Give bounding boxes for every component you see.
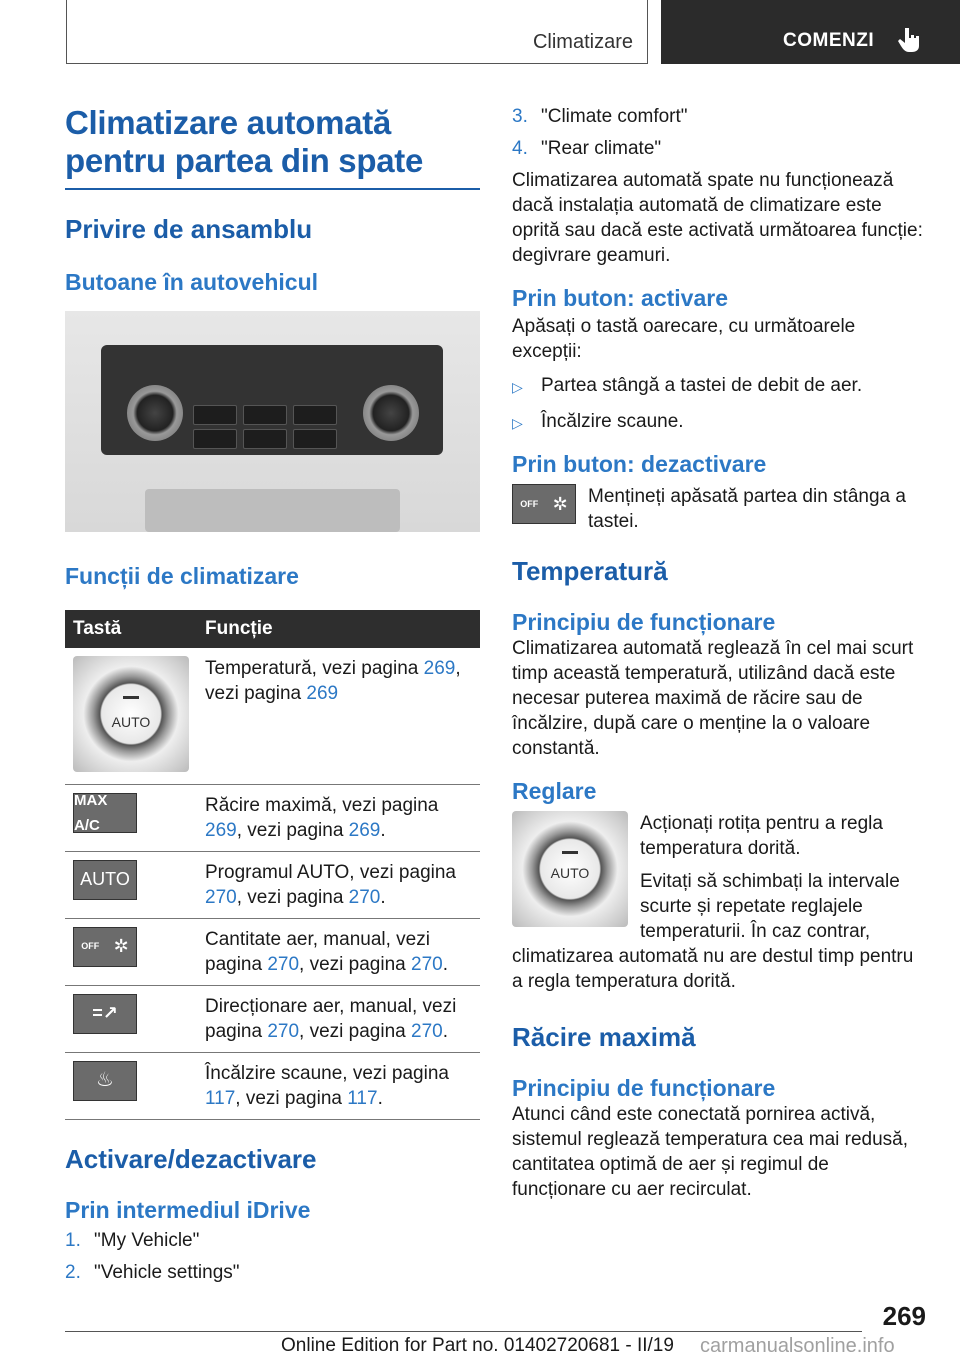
air-direction-icon: =↗ [73,994,137,1034]
paragraph-off: Mențineți apăsată partea din stânga a tastei. [588,486,906,532]
list-item: ▷ Încălzire scaune. [512,409,927,436]
heading-temperature: Temperatură [512,556,668,586]
page-link[interactable]: 269 [423,658,456,679]
page-number: 269 [882,1301,926,1331]
seat-heating-icon: ♨ [73,1061,137,1101]
page-link[interactable]: 270 [267,953,300,975]
adjust-block [512,811,927,994]
heading-principle-2: Principiu de funcționare [512,1075,776,1101]
photo-key [193,405,237,425]
photo-key [243,405,287,425]
heading-button-on: Prin buton: activare [512,285,728,311]
chapter-tab[interactable] [661,0,960,64]
right-knob [363,385,419,441]
photo-key [243,429,287,449]
auto-icon: AUTO [73,860,137,900]
row-text: Direcționare aer, manual, vezi pagina 270, vezi pagina 270. [197,985,480,1052]
heading-max-cooling: Răcire maximă [512,1022,696,1052]
triangle-bullet-icon: ▷ [512,379,523,395]
row-text: Programul AUTO, vezi pagina 270, vezi pagina 270. [197,851,480,918]
left-knob [127,385,183,441]
off-block [512,484,927,534]
paragraph-adjust-1: Acționați rotița pentru a regla temperatura dorită. [640,813,883,859]
row-text: Încălzire scaune, vezi pagina 117, vezi pagina 117. [197,1052,480,1119]
page-link[interactable]: 270 [205,886,237,908]
heading-button-off: Prin buton: dezactivare [512,451,767,477]
fan-off-icon: OFF ✲ [512,484,576,524]
page-link[interactable]: 270 [411,953,443,975]
control-panel [101,345,443,455]
storage-tray [145,489,400,532]
column-function: Funcție [197,610,480,648]
watermark: carmanualsonline.info [700,1335,895,1357]
control-panel-photo [65,311,480,532]
page-link[interactable]: 270 [411,1020,443,1042]
table-row [65,918,480,985]
paragraph-adjust-2: Evitați să schimbați la intervale scurte și repetate reglajele temperaturii. În caz contrar, climatizarea automată nu are destul timp pentru a regla temperatura dorită. [512,871,914,992]
triangle-bullet-icon: ▷ [512,415,523,431]
page-link[interactable]: 269 [306,683,339,704]
page-link[interactable]: 270 [267,1020,300,1042]
list-item: 2. "Vehicle settings" [65,1261,240,1283]
fan-icon: OFF ✲ [73,927,137,967]
paragraph-on: Apăsați o tastă oarecare, cu următoarele excepții: [512,316,856,362]
photo-key [293,405,337,425]
page-title: Climatizare automată pentru partea din spate [65,104,424,179]
row-text: Răcire maximă, vezi pagina 269, vezi pagina 269. [197,784,480,851]
edition-text: Online Edition for Part no. 01402720681 - II/19 [281,1335,674,1356]
table-row [65,1052,480,1119]
paragraph-max-cooling: Atunci când este conectată pornirea activă, sistemul reglează temperatura cea mai redusă, cantitatea optimă de aer și regimul de funcționare cu aer recirculat. [512,1104,909,1200]
page-link[interactable]: 269 [205,819,237,841]
page-link[interactable]: 270 [348,886,381,908]
list-item: 4. "Rear climate" [512,138,662,159]
right-column [512,104,927,1202]
page-link[interactable]: 117 [347,1087,378,1109]
chapter-tab-label: COMENZI [783,30,875,51]
heading-functions: Funcții de climatizare [65,563,299,589]
heading-principle: Principiu de funcționare [512,609,776,635]
section-title: Climatizare [532,31,633,53]
section-header [66,0,648,64]
table-header [65,610,480,648]
paragraph-principle: Climatizarea automată reglează în cel mai scurt timp această temperatură, utilizând dacă este necesar puterea maximă de răcire sau de încălzire, după care o menține la o valoare constantă. [512,638,914,759]
table-row [65,851,480,918]
photo-key [193,429,237,449]
heading-idrive: Prin intermediul iDrive [65,1196,311,1223]
heading-buttons: Butoane în autovehicul [65,269,319,295]
functions-table [65,610,480,1120]
photo-key [293,429,337,449]
table-row [65,985,480,1052]
footer-rule [65,1331,862,1332]
row-text: Temperatură, vezi pagina 269, vezi pagina 269 [197,648,480,784]
title-rule [65,188,480,190]
table-row [65,784,480,851]
table-row [65,648,480,784]
paragraph-note: Climatizarea automată spate nu funcționează dacă instalația automată de climatizare este oprită sau dacă este activată următoarea funcție: degivrare geamuri. [512,170,923,266]
column-key: Tastă [65,610,197,648]
list-item: ▷ Partea stângă a tastei de debit de aer. [512,373,927,400]
max-ac-icon: MAX A/C [73,793,137,833]
heading-activation: Activare/dezactivare [65,1143,317,1174]
row-text: Cantitate aer, manual, vezi pagina 270, vezi pagina 270. [197,918,480,985]
list-item: 1. "My Vehicle" [65,1229,200,1251]
pointing-hand-icon [897,26,923,54]
page-link[interactable]: 117 [205,1087,236,1109]
page-link[interactable]: 269 [348,819,381,841]
left-column [65,104,480,1285]
list-item: 3. "Climate comfort" [512,106,688,127]
heading-overview: Privire de ansamblu [65,214,313,244]
temperature-dial-icon: AUTO [73,656,189,772]
temperature-dial-icon: AUTO [512,811,628,927]
heading-adjust: Reglare [512,778,597,804]
